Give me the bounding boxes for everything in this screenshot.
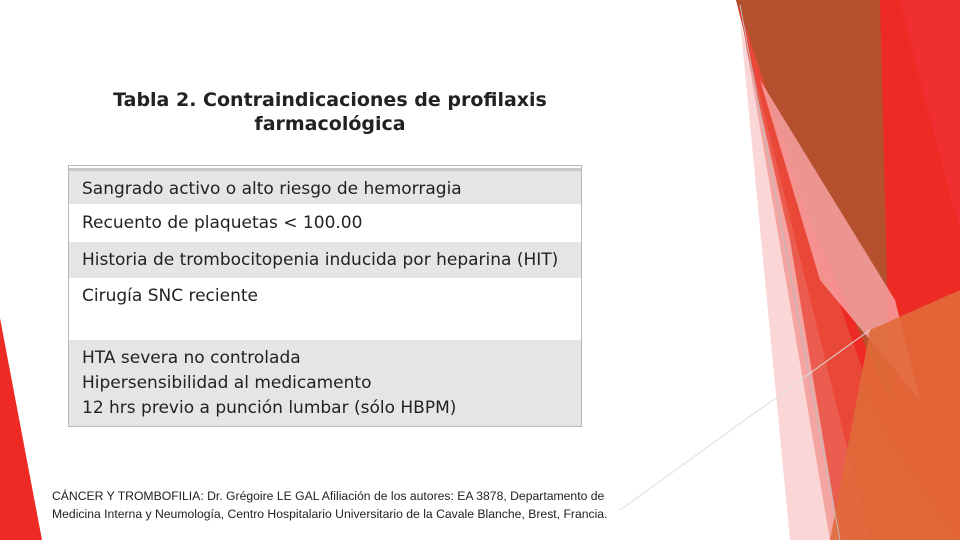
row-text: Cirugía SNC reciente	[82, 286, 258, 306]
contraindications-table	[68, 165, 582, 427]
left-red-triangle	[0, 318, 42, 540]
table-row	[69, 340, 581, 426]
caption-line-2: Medicina Interna y Neumología, Centro Hospitalario Universitario de la Cavale Blanche, Brest, Francia.	[52, 507, 608, 521]
table-row	[69, 278, 581, 340]
caption-line-1: CÁNCER Y TROMBOFILIA: Dr. Grégoire LE GAL Afiliación de los autores: EA 3878, Departamento de	[52, 489, 605, 503]
row-text-line-2: Hipersensibilidad al medicamento	[82, 373, 372, 393]
row-text: Historia de trombocitopenia inducida por heparina (HIT)	[82, 250, 559, 270]
table-row	[69, 242, 581, 278]
table-title-line-1: Tabla 2. Contraindicaciones de profilaxis	[113, 89, 547, 111]
row-text: Recuento de plaquetas < 100.00	[82, 213, 363, 233]
row-text: Sangrado activo o alto riesgo de hemorragia	[82, 179, 462, 199]
table-title	[90, 88, 570, 136]
source-caption	[52, 487, 712, 523]
table-row	[69, 204, 581, 242]
table-title-line-2: farmacológica	[254, 113, 406, 135]
table-row	[69, 168, 581, 204]
row-text-line-3: 12 hrs previo a punción lumbar (sólo HBPM)	[82, 398, 457, 418]
row-text-line-1: HTA severa no controlada	[82, 348, 301, 368]
